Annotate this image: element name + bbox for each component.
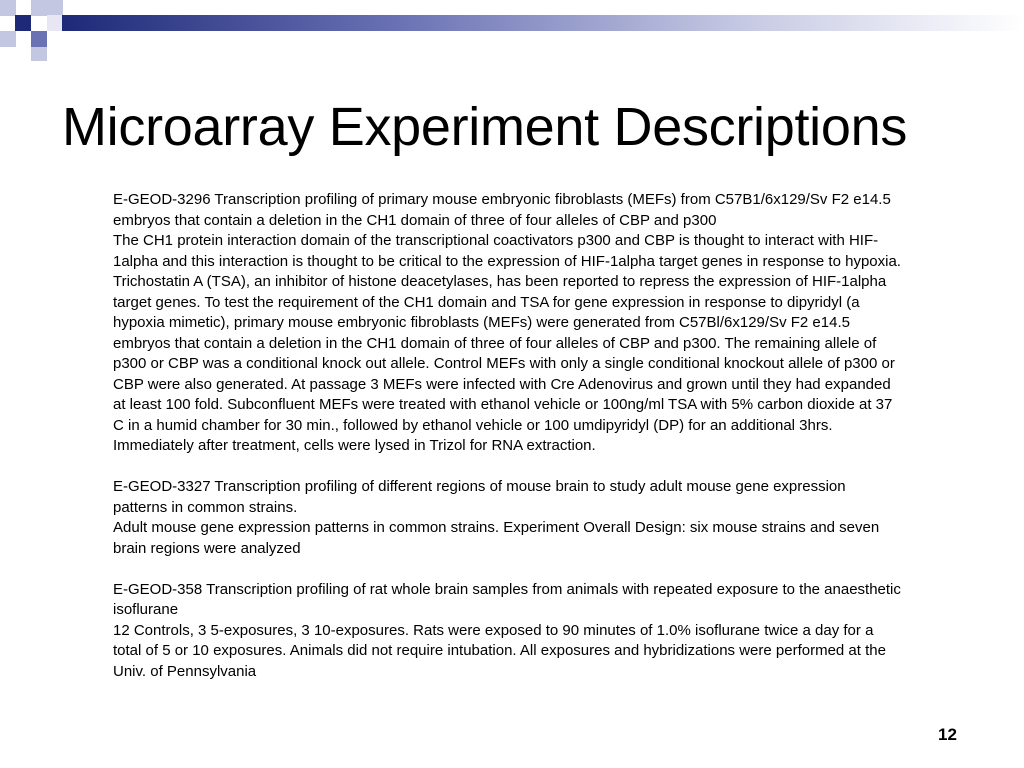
experiment-description: The CH1 protein interaction domain of the transcriptional coactivators p300 and CBP is thought to interact with HIF-1alpha and this interaction is thought to be critical to the expression of HIF-1alpha target genes in response to hypoxia. Trichostatin A (TSA), an inhibitor of histone deacetylases, has been reported to repress the expression of HIF-1alpha target genes. To test the requirement of the CH1 domain and TSA for gene expression in response to dipyridyl (a hypoxia mimetic), primary mouse embryonic fibroblasts (MEFs) were generated from C57Bl/6x129/Sv F2 e14.5 embryos that contain a deletion in the CH1 domain of three of four alleles of CBP and p300. The remaining allele of p300 or CBP was a conditional knock out allele. Control MEFs with only a single conditional knockout allele of p300 or CBP were also generated. At passage 3 MEFs were infected with Cre Adenovirus and grown until they had expanded at least 100 fold. Subconfluent MEFs were treated with ethanol vehicle or 100ng/ml TSA with 5% carbon dioxide at 37 C in a humid chamber for 30 min., followed by ethanol vehicle or 100 umdipyridyl (DP) for an additional 3hrs. Immediately after treatment, cells were lysed in Trizol for RNA extraction. (113, 232, 901, 454)
decor-square (0, 31, 16, 47)
decor-square (31, 47, 47, 61)
header-gradient-bar (62, 15, 1024, 31)
decor-square (31, 0, 47, 16)
experiment-description: Adult mouse gene expression patterns in common strains. Experiment Overall Design: six mouse strains and seven brain regions were analyzed (113, 519, 880, 557)
experiment-entry (113, 477, 903, 559)
decor-square (15, 15, 31, 31)
slide-title: Microarray Experiment Descriptions (62, 97, 908, 157)
experiment-entry (113, 580, 903, 683)
experiment-description: 12 Controls, 3 5-exposures, 3 10-exposures. Rats were exposed to 90 minutes of 1.0% isoflurane twice a day for a total of 5 or 10 exposures. Animals did not require intubation. All exposures and hybridizations were performed at the Univ. of Pennsylvania (113, 621, 886, 680)
experiment-entry (113, 190, 903, 457)
decor-square (31, 31, 47, 47)
experiment-heading: E-GEOD-3296 Transcription profiling of primary mouse embryonic fibroblasts (MEFs) from C57B1/6x129/Sv F2 e14.5 embryos that contain a deletion in the CH1 domain of three of four alleles of CBP and p300 (113, 191, 891, 229)
decor-square (47, 15, 63, 31)
slide-number: 12 (938, 725, 957, 744)
experiment-heading: E-GEOD-3327 Transcription profiling of different regions of mouse brain to study adult mouse gene expression patterns in common strains. (113, 478, 846, 516)
decor-square (0, 0, 16, 16)
decor-square (47, 0, 63, 16)
experiment-heading: E-GEOD-358 Transcription profiling of rat whole brain samples from animals with repeated exposure to the anaesthetic isoflurane (113, 580, 901, 618)
slide-body (113, 190, 903, 703)
slide-decoration (0, 0, 1024, 60)
